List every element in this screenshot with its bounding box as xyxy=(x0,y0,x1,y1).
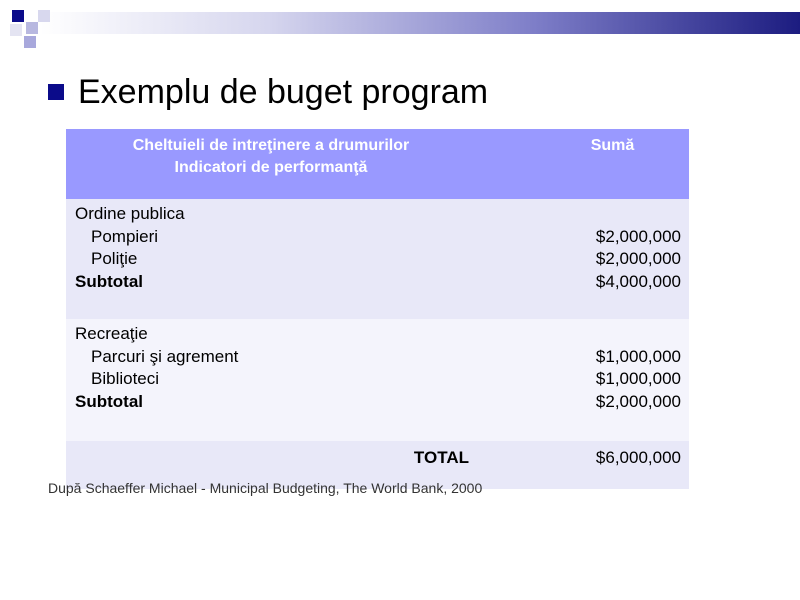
decor-square xyxy=(10,24,22,36)
row-labels xyxy=(75,323,238,414)
bullet-square-icon xyxy=(48,84,64,100)
decor-square xyxy=(12,10,24,22)
decor-square xyxy=(24,36,36,48)
header-gradient-bar xyxy=(40,12,800,34)
spacer xyxy=(596,203,681,226)
header-left-line1: Cheltuieli de intreţinere a drumurilor xyxy=(132,137,410,154)
decor-square xyxy=(38,10,50,22)
item-value: $2,000,000 xyxy=(595,226,681,246)
header-left-line2: Indicatori de performanţă xyxy=(174,159,368,176)
section-name: Ordine publica xyxy=(75,204,185,223)
section-name: Recreaţie xyxy=(75,324,148,343)
total-label: TOTAL xyxy=(413,448,469,467)
row-values xyxy=(596,203,681,294)
item-label: Poliţie xyxy=(91,249,138,269)
header-left xyxy=(66,135,476,179)
slide-title-text: Exemplu de buget program xyxy=(78,72,489,111)
item-value: $1,000,000 xyxy=(595,346,681,366)
item-label: Parcuri şi agrement xyxy=(91,346,239,366)
item-label: Biblioteci xyxy=(91,369,160,389)
item-value: $1,000,000 xyxy=(595,369,681,389)
table-header xyxy=(66,129,689,199)
spacer xyxy=(596,323,681,346)
source-citation: După Schaeffer Michael - Municipal Budgeting, The World Bank, 2000 xyxy=(48,480,483,496)
item-label: Pompieri xyxy=(91,226,159,246)
table-row xyxy=(66,199,689,319)
subtotal-label: Subtotal xyxy=(75,392,143,412)
subtotal-label: Subtotal xyxy=(75,272,143,292)
total-value: $6,000,000 xyxy=(595,448,681,467)
decor-square xyxy=(26,22,38,34)
row-values xyxy=(596,323,681,414)
slide-title xyxy=(48,70,488,114)
subtotal-value: $4,000,000 xyxy=(595,272,681,292)
budget-table xyxy=(66,129,689,489)
subtotal-value: $2,000,000 xyxy=(595,392,681,412)
row-labels xyxy=(75,203,185,294)
header-right: Sumă xyxy=(590,137,635,154)
item-value: $2,000,000 xyxy=(595,249,681,269)
table-row xyxy=(66,319,689,441)
